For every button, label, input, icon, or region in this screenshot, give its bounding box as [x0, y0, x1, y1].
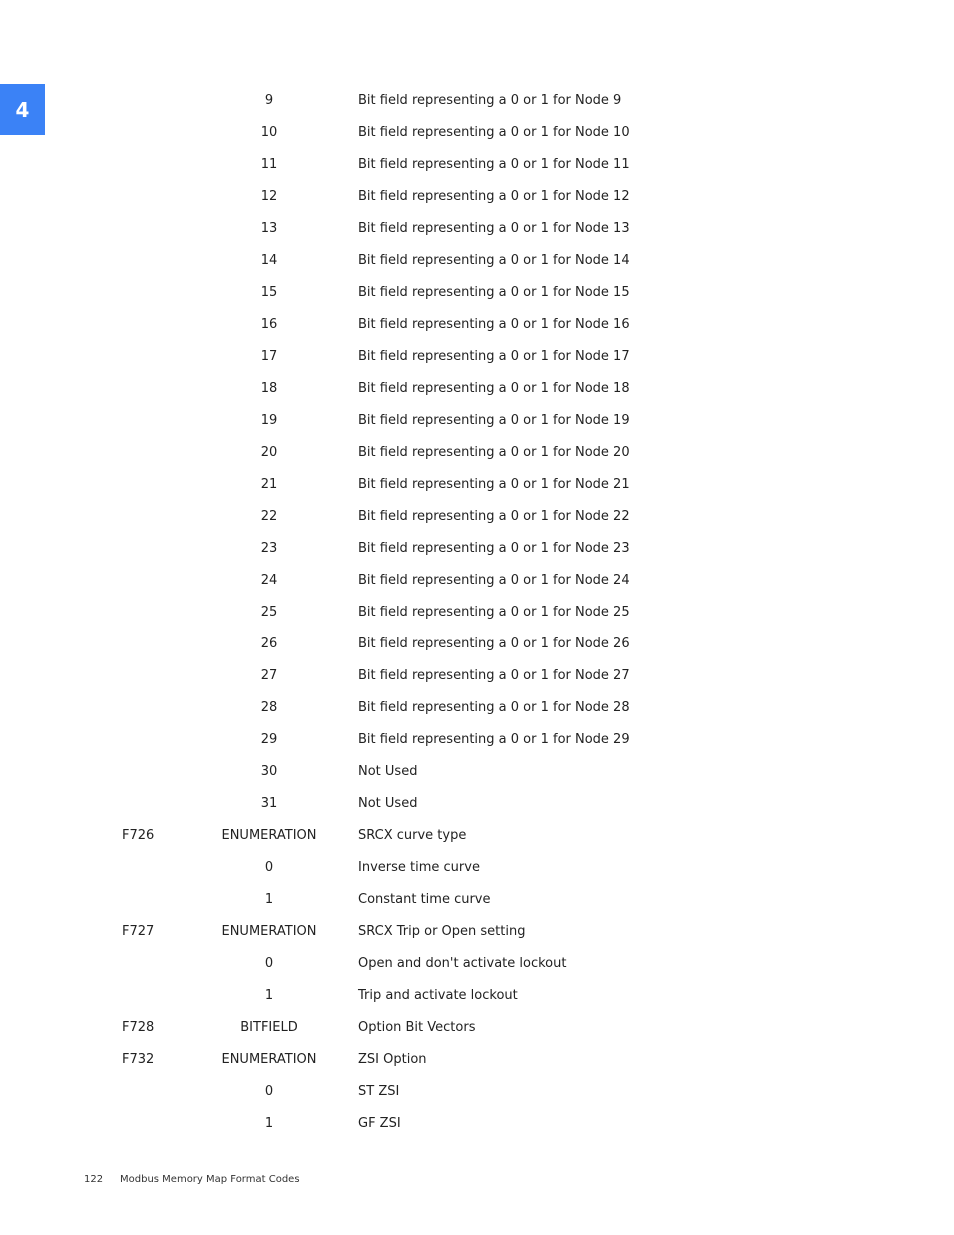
type-value-cell: 28 [260, 700, 278, 716]
description-cell: Bit field representing a 0 or 1 for Node 20 [358, 444, 630, 460]
type-value-cell: 12 [260, 188, 278, 204]
type-value-cell: 17 [260, 348, 278, 364]
table-row [0, 149, 954, 181]
table-row [0, 820, 954, 852]
description-cell: Bit field representing a 0 or 1 for Node 22 [358, 508, 630, 524]
type-value-cell: ENUMERATION [221, 828, 317, 844]
description-cell: ZSI Option [358, 1052, 427, 1068]
type-value-cell: 25 [260, 604, 278, 620]
table-row [0, 948, 954, 980]
description-cell: Bit field representing a 0 or 1 for Node 17 [358, 348, 630, 364]
type-value-cell: 30 [260, 764, 278, 780]
table-row [0, 437, 954, 469]
table-row [0, 597, 954, 629]
type-value-cell: 26 [260, 636, 278, 652]
description-cell: Bit field representing a 0 or 1 for Node 23 [358, 540, 630, 556]
type-value-cell: ENUMERATION [221, 924, 317, 940]
table-row [0, 788, 954, 820]
table-row [0, 724, 954, 756]
table-row [0, 501, 954, 533]
table-row [0, 980, 954, 1012]
type-value-cell: 31 [260, 796, 278, 812]
description-cell: Bit field representing a 0 or 1 for Node 29 [358, 732, 630, 748]
description-cell: SRCX Trip or Open setting [358, 924, 526, 940]
description-cell: Bit field representing a 0 or 1 for Node 13 [358, 220, 630, 236]
table-row [0, 660, 954, 692]
type-value-cell: 24 [260, 572, 278, 588]
description-cell: Bit field representing a 0 or 1 for Node 28 [358, 700, 630, 716]
type-value-cell: 1 [264, 1116, 274, 1131]
type-value-cell: 20 [260, 444, 278, 460]
description-cell: Bit field representing a 0 or 1 for Node 26 [358, 636, 630, 652]
table-row [0, 469, 954, 501]
format-code-table [0, 85, 954, 1140]
type-value-cell: 13 [260, 220, 278, 236]
description-cell: Bit field representing a 0 or 1 for Node 19 [358, 412, 630, 428]
type-value-cell: 21 [260, 476, 278, 492]
description-cell: Inverse time curve [358, 860, 480, 876]
description-cell: ST ZSI [358, 1084, 400, 1100]
description-cell: Bit field representing a 0 or 1 for Node 12 [358, 188, 630, 204]
type-value-cell: 9 [264, 93, 274, 108]
table-row [0, 916, 954, 948]
table-row [0, 277, 954, 309]
description-cell: SRCX curve type [358, 828, 467, 844]
description-cell: Bit field representing a 0 or 1 for Node 16 [358, 316, 630, 332]
type-value-cell: BITFIELD [240, 1020, 298, 1036]
type-value-cell: 11 [260, 156, 278, 172]
format-code-cell: F732 [122, 1052, 155, 1068]
table-row [0, 85, 954, 117]
format-code-cell: F727 [122, 924, 155, 940]
type-value-cell: 23 [260, 540, 278, 556]
table-row [0, 117, 954, 149]
table-row [0, 692, 954, 724]
type-value-cell: 18 [260, 380, 278, 396]
description-cell: Bit field representing a 0 or 1 for Node 21 [358, 476, 630, 492]
table-row [0, 213, 954, 245]
description-cell: Bit field representing a 0 or 1 for Node 18 [358, 380, 630, 396]
type-value-cell: 22 [260, 508, 278, 524]
table-row [0, 309, 954, 341]
description-cell: Constant time curve [358, 892, 491, 908]
description-cell: Bit field representing a 0 or 1 for Node 9 [358, 93, 622, 108]
type-value-cell: 0 [264, 860, 274, 876]
type-value-cell: 1 [264, 988, 274, 1004]
table-row [0, 373, 954, 405]
description-cell: Not Used [358, 796, 418, 812]
table-row [0, 1012, 954, 1044]
table-row [0, 565, 954, 597]
footer-section-title: Modbus Memory Map Format Codes [120, 1174, 300, 1185]
table-row [0, 1076, 954, 1108]
table-row [0, 628, 954, 660]
table-row [0, 884, 954, 916]
type-value-cell: 15 [260, 284, 278, 300]
type-value-cell: 27 [260, 668, 278, 684]
description-cell: Bit field representing a 0 or 1 for Node 10 [358, 124, 630, 140]
type-value-cell: 14 [260, 252, 278, 268]
table-row [0, 405, 954, 437]
type-value-cell: 10 [260, 124, 278, 140]
description-cell: Bit field representing a 0 or 1 for Node 25 [358, 604, 630, 620]
type-value-cell: 0 [264, 1084, 274, 1100]
description-cell: Open and don't activate lockout [358, 956, 567, 972]
description-cell: Bit field representing a 0 or 1 for Node 11 [358, 156, 630, 172]
type-value-cell: 1 [264, 892, 274, 908]
table-row [0, 533, 954, 565]
description-cell: Not Used [358, 764, 418, 780]
description-cell: GF ZSI [358, 1116, 401, 1131]
table-row [0, 756, 954, 788]
page-number: 122 [84, 1174, 104, 1185]
type-value-cell: 29 [260, 732, 278, 748]
chapter-number: 4 [15, 97, 30, 122]
description-cell: Option Bit Vectors [358, 1020, 476, 1036]
table-row [0, 1108, 954, 1140]
type-value-cell: 0 [264, 956, 274, 972]
table-row [0, 852, 954, 884]
table-row [0, 1044, 954, 1076]
table-row [0, 181, 954, 213]
description-cell: Bit field representing a 0 or 1 for Node 24 [358, 572, 630, 588]
format-code-cell: F728 [122, 1020, 155, 1036]
table-row [0, 341, 954, 373]
table-row [0, 245, 954, 277]
type-value-cell: ENUMERATION [221, 1052, 317, 1068]
description-cell: Bit field representing a 0 or 1 for Node 14 [358, 252, 630, 268]
format-code-cell: F726 [122, 828, 155, 844]
description-cell: Trip and activate lockout [358, 988, 518, 1004]
description-cell: Bit field representing a 0 or 1 for Node 15 [358, 284, 630, 300]
type-value-cell: 19 [260, 412, 278, 428]
description-cell: Bit field representing a 0 or 1 for Node 27 [358, 668, 630, 684]
type-value-cell: 16 [260, 316, 278, 332]
